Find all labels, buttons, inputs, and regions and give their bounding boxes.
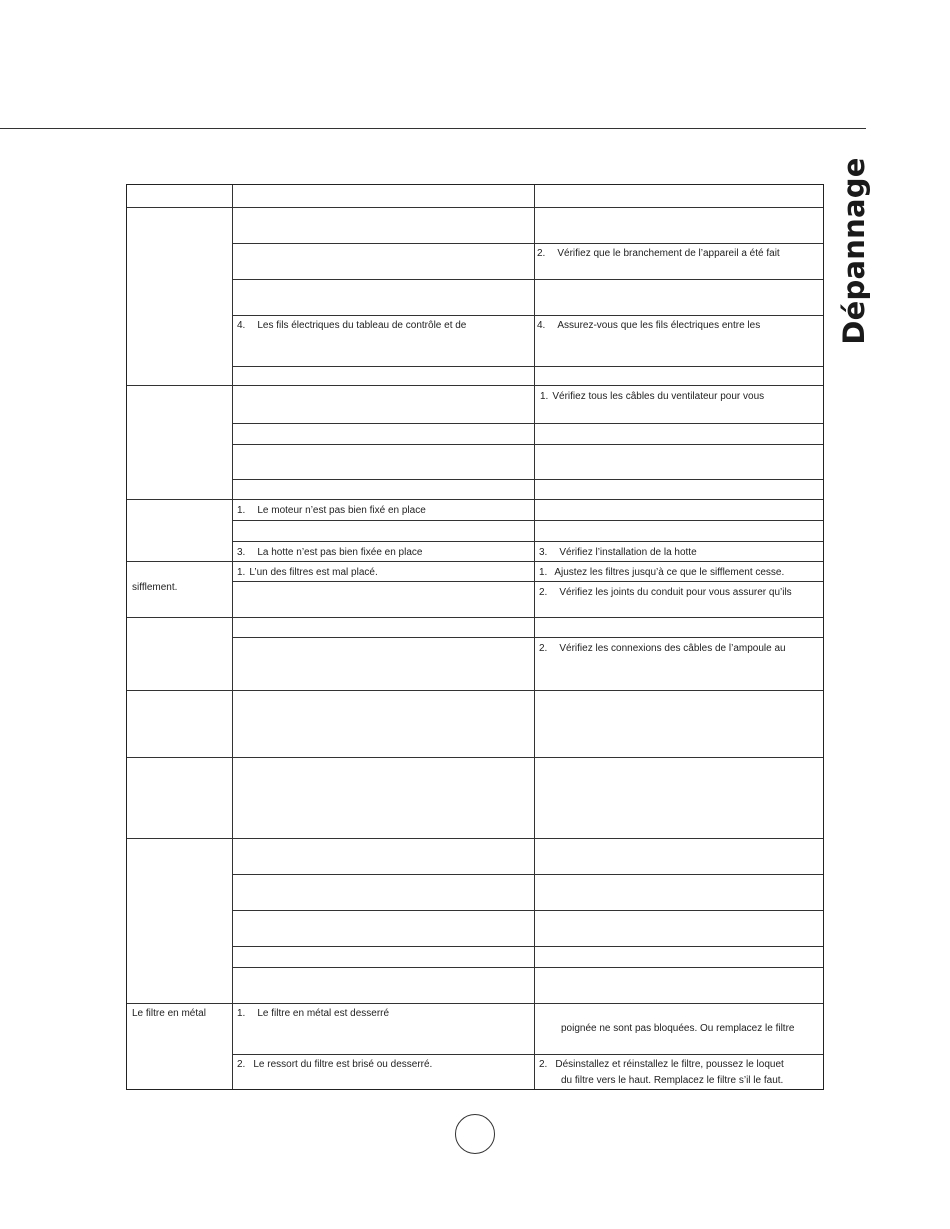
subrow-divider — [232, 910, 823, 911]
cause-text: 2. Le ressort du filtre est brisé ou desserré. — [237, 1059, 433, 1070]
problem-text: Le filtre en métal — [132, 1008, 206, 1019]
subrow-divider — [232, 423, 823, 424]
troubleshooting-table — [126, 184, 824, 1090]
page-number-circle — [455, 1114, 495, 1154]
subrow-divider — [232, 967, 823, 968]
row-divider — [127, 757, 823, 758]
solution-text: 1. Vérifiez tous les câbles du ventilateur pour vous — [540, 391, 765, 402]
solution-text: 2. Vérifiez les joints du conduit pour vous assurer qu’ils — [539, 587, 792, 598]
section-title: Dépannage — [837, 157, 871, 345]
solution-text: 3. Vérifiez l’installation de la hotte — [539, 547, 697, 558]
subrow-divider — [232, 520, 823, 521]
cause-text: 1. L’un des filtres est mal placé. — [237, 567, 378, 578]
row-divider — [127, 385, 823, 386]
solution-text: poignée ne sont pas bloquées. Ou remplacez le filtre — [561, 1023, 795, 1034]
subrow-divider — [232, 1054, 823, 1055]
row-divider — [127, 838, 823, 839]
solution-text: du filtre vers le haut. Remplacez le filtre s’il le faut. — [561, 1075, 784, 1086]
cause-text: 1. Le moteur n’est pas bien fixé en place — [237, 505, 426, 516]
subrow-divider — [232, 315, 823, 316]
solution-text: 2. Désinstallez et réinstallez le filtre, poussez le loquet — [539, 1059, 784, 1070]
cause-text: 4. Les fils électriques du tableau de contrôle et de — [237, 320, 467, 331]
subrow-divider — [232, 243, 823, 244]
subrow-divider — [232, 366, 823, 367]
header-row-divider — [127, 207, 823, 208]
row-divider — [127, 499, 823, 500]
subrow-divider — [232, 874, 823, 875]
subrow-divider — [232, 479, 823, 480]
subrow-divider — [232, 581, 823, 582]
solution-text: 1. Ajustez les filtres jusqu’à ce que le sifflement cesse. — [539, 567, 785, 578]
subrow-divider — [232, 444, 823, 445]
subrow-divider — [232, 541, 823, 542]
problem-text: sifflement. — [132, 582, 178, 593]
row-divider — [127, 561, 823, 562]
cause-text: 1. Le filtre en métal est desserré — [237, 1008, 390, 1019]
header-rule — [0, 128, 866, 129]
subrow-divider — [232, 637, 823, 638]
solution-text: 4. Assurez-vous que les fils électriques entre les — [537, 320, 761, 331]
row-divider — [127, 690, 823, 691]
cause-text: 3. La hotte n’est pas bien fixée en place — [237, 547, 423, 558]
row-divider — [127, 1003, 823, 1004]
section-title-vertical — [836, 157, 872, 345]
subrow-divider — [232, 279, 823, 280]
solution-text: 2. Vérifiez les connexions des câbles de l’ampoule au — [539, 643, 786, 654]
subrow-divider — [232, 946, 823, 947]
solution-text: 2. Vérifiez que le branchement de l’appareil a été fait — [537, 248, 780, 259]
row-divider — [127, 617, 823, 618]
